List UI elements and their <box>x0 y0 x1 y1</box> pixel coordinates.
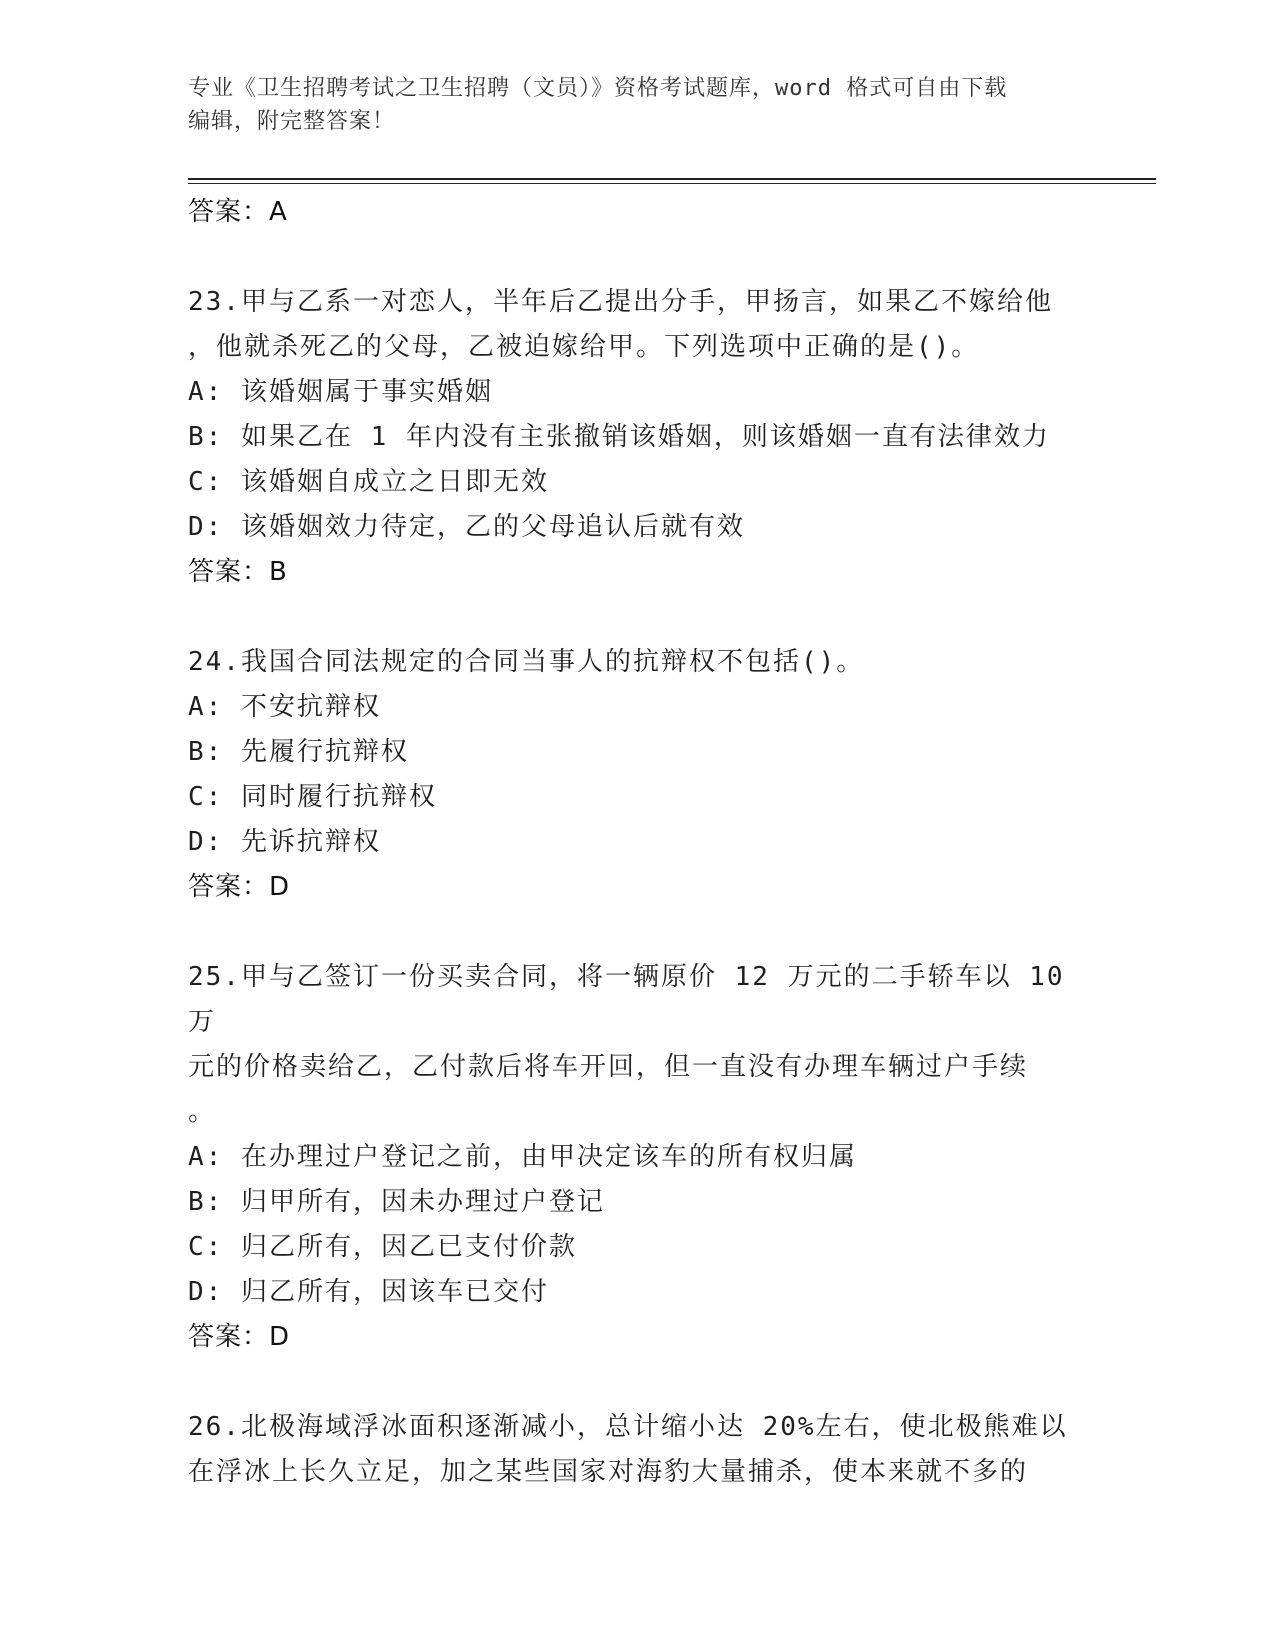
question-24-option-b: B: 先履行抗辩权 <box>188 737 409 767</box>
spacer <box>188 235 1088 280</box>
question-24 <box>188 640 1088 910</box>
question-23-line-1: 23.甲与乙系一对恋人，半年后乙提出分手，甲扬言，如果乙不嫁给他 <box>188 287 1053 317</box>
question-24-line-1: 24.我国合同法规定的合同当事人的抗辩权不包括()。 <box>188 647 865 677</box>
document-header <box>188 72 1088 138</box>
question-25-option-b: B: 归甲所有，因未办理过户登记 <box>188 1187 605 1217</box>
header-line-1: 专业《卫生招聘考试之卫生招聘（文员）》资格考试题库，word 格式可自由下载 <box>188 76 1008 101</box>
question-24-option-c: C: 同时履行抗辩权 <box>188 782 437 812</box>
question-24-option-d: D: 先诉抗辩权 <box>188 827 381 857</box>
question-content <box>188 190 1088 1495</box>
question-25-answer: 答案：D <box>188 1322 291 1352</box>
question-24-option-a: A: 不安抗辩权 <box>188 692 381 722</box>
question-25-line-3: 。 <box>188 1097 217 1127</box>
question-23-option-c: C: 该婚姻自成立之日即无效 <box>188 467 549 497</box>
question-24-answer: 答案：D <box>188 872 291 902</box>
question-23-option-d: D: 该婚姻效力待定，乙的父母追认后就有效 <box>188 512 745 542</box>
question-25-option-c: C: 归乙所有，因乙已支付价款 <box>188 1232 577 1262</box>
question-25 <box>188 955 1088 1360</box>
question-25-option-a: A: 在办理过户登记之前，由甲决定该车的所有权归属 <box>188 1142 857 1172</box>
spacer <box>188 595 1088 640</box>
question-23-line-2: ，他就杀死乙的父母，乙被迫嫁给甲。下列选项中正确的是()。 <box>188 332 980 362</box>
question-26-line-2: 在浮冰上长久立足，加之某些国家对海豹大量捕杀，使本来就不多的 <box>188 1457 1029 1487</box>
question-25-line-2: 元的价格卖给乙，乙付款后将车开回，但一直没有办理车辆过户手续 <box>188 1052 1029 1082</box>
question-23-answer: 答案：B <box>188 557 288 587</box>
header-line-2: 编辑，附完整答案！ <box>188 109 396 134</box>
question-26-line-1: 26.北极海域浮冰面积逐渐减小，总计缩小达 20%左右，使北极熊难以 <box>188 1412 1068 1442</box>
question-23-option-b: B: 如果乙在 1 年内没有主张撤销该婚姻，则该婚姻一直有法律效力 <box>188 422 1050 452</box>
spacer <box>188 1360 1088 1405</box>
question-23 <box>188 280 1088 595</box>
header-divider-thick <box>188 178 1156 180</box>
question-25-option-d: D: 归乙所有，因该车已交付 <box>188 1277 549 1307</box>
header-divider-thin <box>188 183 1156 184</box>
previous-answer: 答案：A <box>188 197 288 227</box>
question-26 <box>188 1405 1088 1495</box>
question-25-line-1: 25.甲与乙签订一份买卖合同，将一辆原价 12 万元的二手轿车以 10 万 <box>188 962 1065 1037</box>
question-23-option-a: A: 该婚姻属于事实婚姻 <box>188 377 493 407</box>
spacer <box>188 910 1088 955</box>
